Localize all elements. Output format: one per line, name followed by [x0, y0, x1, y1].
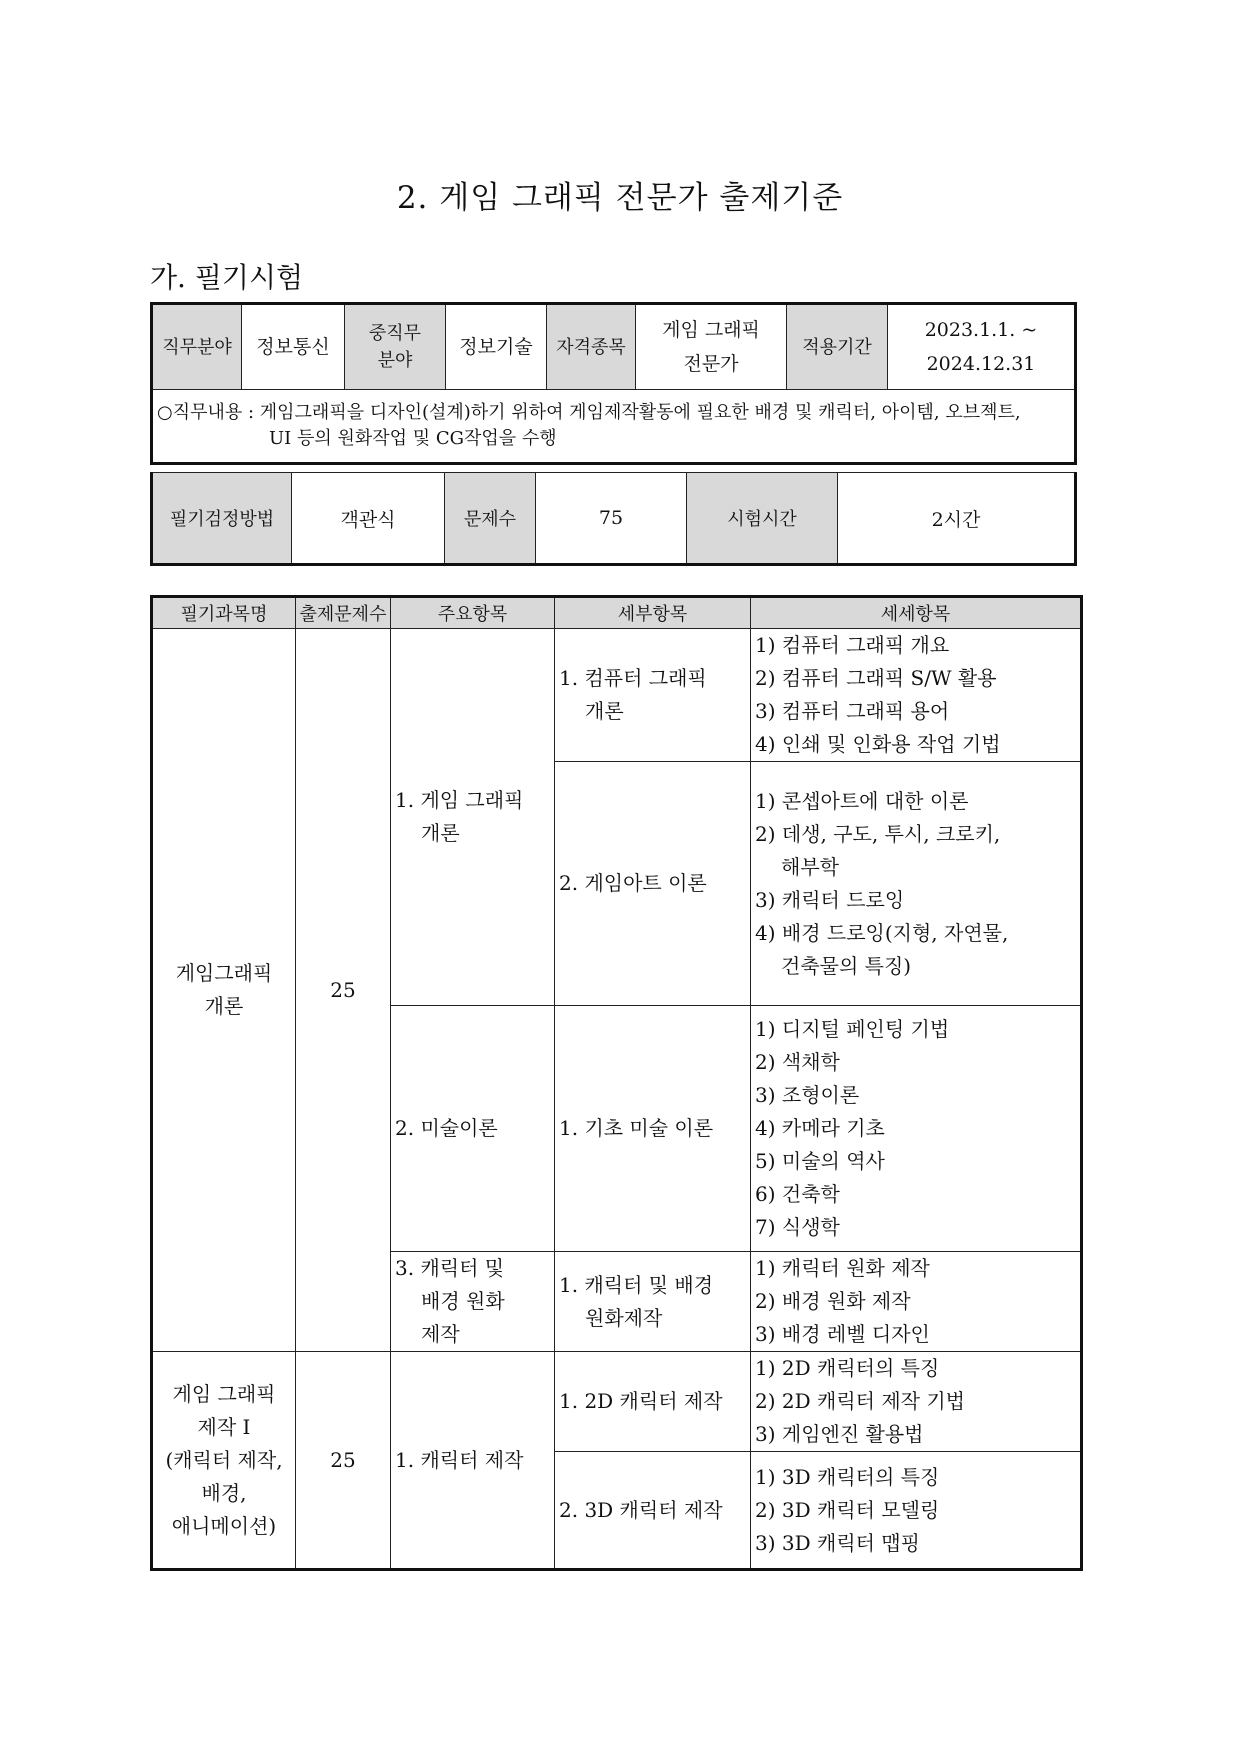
sub-item: 1. 2D 캐릭터 제작	[555, 1352, 751, 1452]
header-count: 출제문제수	[296, 597, 391, 629]
header-detail-item: 세세항목	[751, 597, 1082, 629]
header-main-item: 주요항목	[391, 597, 555, 629]
detail-items: 1) 디지털 페인팅 기법 2) 색채학 3) 조형이론 4) 카메라 기초 5) 미술의 역사 6) 건축학 7) 식생학	[751, 1006, 1082, 1252]
main-item: 3. 캐릭터 및 배경 원화 제작	[391, 1252, 555, 1352]
subject-count: 25	[296, 1352, 391, 1570]
main-item: 1. 캐릭터 제작	[391, 1352, 555, 1570]
method-value: 객관식	[292, 473, 445, 565]
qualification-value: 게임 그래픽 전문가	[636, 304, 787, 390]
subject-name: 게임그래픽 개론	[152, 629, 296, 1352]
duty-description: ○직무내용 : 게임그래픽을 디자인(설계)하기 위하여 게임제작활동에 필요한 배경 및 캐릭터, 아이템, 오브젝트, UI 등의 원화작업 및 CG작업을 수행	[152, 390, 1076, 464]
field-value: 정보통신	[242, 304, 345, 390]
detail-items: 1) 콘셉아트에 대한 이론 2) 데생, 구도, 투시, 크로키, 해부학 3) 캐릭터 드로잉 4) 배경 드로잉(지형, 자연물, 건축물의 특징)	[751, 762, 1082, 1006]
period-value: 2023.1.1. ~ 2024.12.31	[888, 304, 1076, 390]
page-title: 2. 게임 그래픽 전문가 출제기준	[396, 180, 844, 216]
sub-item: 1. 기초 미술 이론	[555, 1006, 751, 1252]
field-label: 직무분야	[152, 304, 242, 390]
main-item: 1. 게임 그래픽 개론	[391, 629, 555, 1006]
main-item: 2. 미술이론	[391, 1006, 555, 1252]
detail-items: 1) 3D 캐릭터의 특징 2) 3D 캐릭터 모델링 3) 3D 캐릭터 맵핑	[751, 1452, 1082, 1570]
subject-table	[150, 595, 1083, 1571]
qualification-label: 자격종목	[547, 304, 636, 390]
time-value: 2시간	[838, 473, 1076, 565]
detail-items: 1) 캐릭터 원화 제작 2) 배경 원화 제작 3) 배경 레벨 디자인	[751, 1252, 1082, 1352]
count-value: 75	[536, 473, 687, 565]
subfield-value: 정보기술	[446, 304, 547, 390]
sub-item: 1. 컴퓨터 그래픽 개론	[555, 629, 751, 762]
qualification-info-table	[150, 302, 1077, 465]
header-sub-item: 세부항목	[555, 597, 751, 629]
detail-items: 1) 컴퓨터 그래픽 개요 2) 컴퓨터 그래픽 S/W 활용 3) 컴퓨터 그래픽 용어 4) 인쇄 및 인화용 작업 기법	[751, 629, 1082, 762]
sub-item: 2. 3D 캐릭터 제작	[555, 1452, 751, 1570]
method-label: 필기검정방법	[152, 473, 292, 565]
sub-item: 2. 게임아트 이론	[555, 762, 751, 1006]
subject-count: 25	[296, 629, 391, 1352]
exam-method-table	[150, 472, 1077, 566]
detail-items: 1) 2D 캐릭터의 특징 2) 2D 캐릭터 제작 기법 3) 게임엔진 활용법	[751, 1352, 1082, 1452]
subject-name: 게임 그래픽 제작 Ⅰ (캐릭터 제작, 배경, 애니메이션)	[152, 1352, 296, 1570]
header-subject: 필기과목명	[152, 597, 296, 629]
time-label: 시험시간	[687, 473, 838, 565]
subfield-label: 중직무 분야	[345, 304, 446, 390]
sub-item: 1. 캐릭터 및 배경 원화제작	[555, 1252, 751, 1352]
section-title: 가. 필기시험	[150, 261, 304, 294]
count-label: 문제수	[445, 473, 536, 565]
period-label: 적용기간	[787, 304, 888, 390]
